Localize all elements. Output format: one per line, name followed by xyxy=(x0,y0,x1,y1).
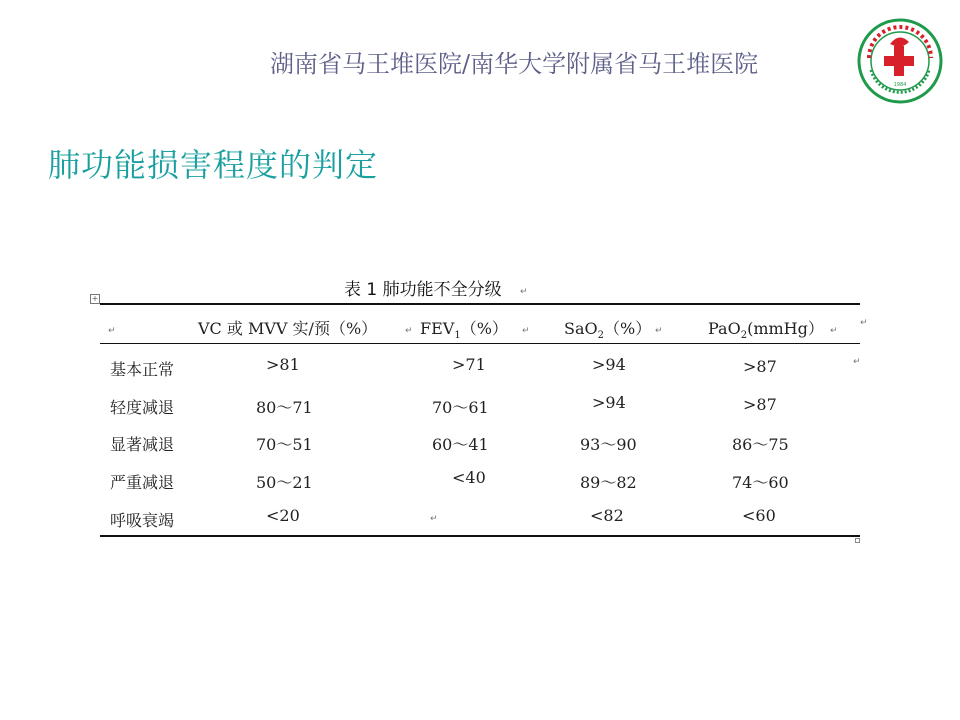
cell-vc-mvv: 80～71 xyxy=(256,398,313,417)
table-top-rule xyxy=(100,303,860,305)
paragraph-mark-icon: ↵ xyxy=(860,318,868,328)
cell-fev1: <40 xyxy=(452,468,486,487)
row-label: 轻度减退 xyxy=(110,398,175,417)
cell-sao2: <82 xyxy=(590,506,624,525)
hospital-logo xyxy=(857,18,943,104)
cell-pao2: 74～60 xyxy=(732,473,789,492)
cell-pao2: <60 xyxy=(742,506,776,525)
cell-pao2: >87 xyxy=(743,357,777,376)
table-header-rule xyxy=(100,343,860,344)
cell-pao2: >87 xyxy=(743,395,777,414)
row-label: 严重减退 xyxy=(110,473,175,492)
header-vc-mvv: VC 或 MVV 实/预（%） xyxy=(198,319,378,338)
cell-vc-mvv: 50～21 xyxy=(256,473,313,492)
cell-pao2: 86～75 xyxy=(732,435,789,454)
cell-fev1: 60～41 xyxy=(432,435,489,454)
header-sao2: SaO$_2$（%） xyxy=(564,319,652,342)
svg-text:1984: 1984 xyxy=(893,82,907,88)
row-label: 呼吸衰竭 xyxy=(110,511,175,530)
cell-vc-mvv: <20 xyxy=(266,506,300,525)
cell-vc-mvv: >81 xyxy=(266,355,300,374)
cell-fev1: 70～61 xyxy=(432,398,489,417)
cell-fev1: >71 xyxy=(452,355,486,374)
paragraph-mark-icon: ↵ xyxy=(405,326,413,336)
header-fev1: $FEV_1(\%)$ xyxy=(420,319,508,342)
paragraph-mark-icon: ↵ xyxy=(853,357,861,367)
cell-vc-mvv: 70～51 xyxy=(256,435,313,454)
table-caption: 表 1 肺功能不全分级 xyxy=(344,280,502,300)
paragraph-mark-icon: ↵ xyxy=(655,326,663,336)
cell-sao2: >94 xyxy=(592,393,626,412)
table-move-handle-icon[interactable]: + xyxy=(91,294,99,303)
row-label: 显著减退 xyxy=(110,435,175,454)
paragraph-mark-icon: ↵ xyxy=(108,326,116,336)
row-label: 基本正常 xyxy=(110,360,175,379)
header-pao2: PaO$_2$(mmHg） xyxy=(708,319,824,342)
paragraph-mark-icon: ↵ xyxy=(830,326,838,336)
cell-sao2: >94 xyxy=(592,355,626,374)
slide-title: 肺功能损害程度的判定 xyxy=(48,146,379,184)
paragraph-mark-icon: ↵ xyxy=(522,326,530,336)
paragraph-mark-icon: ↵ xyxy=(520,287,528,297)
cell-sao2: 93～90 xyxy=(580,435,637,454)
paragraph-mark-icon: ↵ xyxy=(430,514,438,524)
hospital-name-header: 湖南省马王堆医院/南华大学附属省马王堆医院 xyxy=(270,50,759,78)
table-bottom-rule xyxy=(100,535,860,537)
cell-sao2: 89～82 xyxy=(580,473,637,492)
table-resize-handle-icon[interactable] xyxy=(855,538,860,543)
